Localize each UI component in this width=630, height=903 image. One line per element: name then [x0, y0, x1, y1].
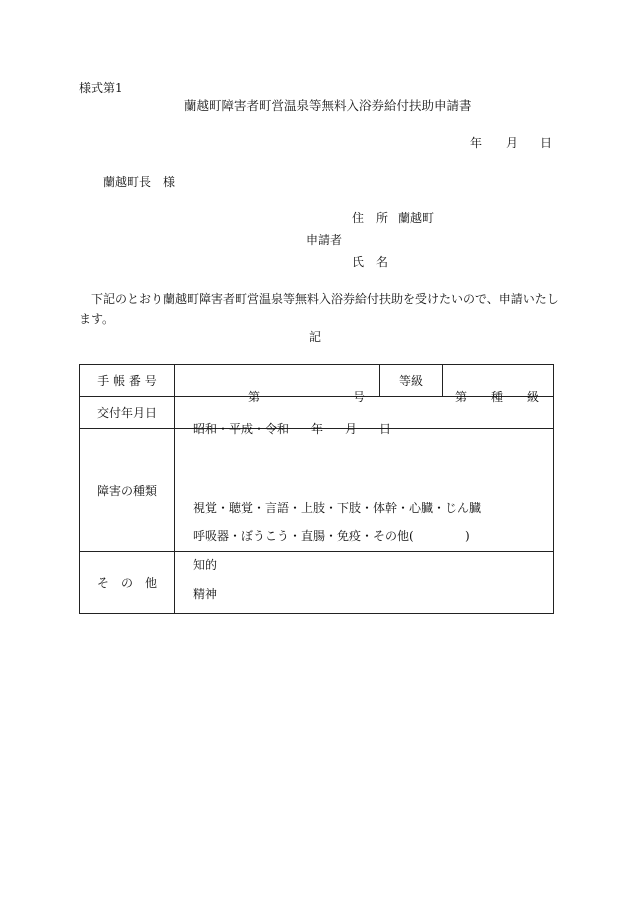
label-issue-date: 交付年月日: [80, 397, 175, 429]
grade-kyu: 級: [527, 389, 540, 404]
notebook-dai: 第: [248, 389, 261, 404]
issue-date-year: 年: [311, 421, 324, 436]
disability-type-field[interactable]: [175, 429, 554, 601]
address-value: 蘭越町: [398, 211, 435, 225]
grade-shu: 種: [491, 389, 504, 404]
notebook-go: 号: [353, 389, 366, 404]
issue-date-eras: 昭和・平成・令和: [193, 421, 290, 436]
intro-line-2: ます。: [79, 312, 115, 326]
disability-line-2: 呼吸器・ぼうこう・直腸・免疫・その他(: [193, 529, 414, 543]
grade-field[interactable]: [443, 365, 554, 404]
grade-dai: 第: [455, 389, 468, 404]
addressee: 蘭越町長 様: [103, 175, 176, 189]
label-notebook-number: 手 帳 番 号: [80, 365, 175, 397]
row-disability-type: [80, 429, 554, 552]
notebook-number-field[interactable]: [175, 365, 380, 404]
disability-line-2-close: ): [465, 529, 470, 543]
other-field[interactable]: [175, 552, 554, 614]
name-label: 氏 名: [352, 255, 389, 269]
issue-date-day: 日: [379, 421, 392, 436]
date-month-label: 月: [506, 136, 519, 150]
issue-date-field[interactable]: [175, 397, 554, 436]
date-day-label: 日: [540, 136, 553, 150]
label-other: そ の 他: [80, 552, 175, 614]
intro-line-1: 下記のとおり蘭越町障害者町営温泉等無料入浴券給付扶助を受けたいので、申請いたし: [91, 292, 559, 306]
issue-date-month: 月: [345, 421, 358, 436]
ki-heading: 記: [309, 330, 322, 344]
label-disability-type: 障害の種類: [80, 429, 175, 552]
applicant-label: 申請者: [306, 233, 343, 247]
grade-label: 等級: [380, 365, 443, 397]
row-issue-date: [80, 397, 554, 429]
row-notebook-number: [80, 365, 554, 397]
form-title: 蘭越町障害者町営温泉等無料入浴券給付扶助申請書: [184, 98, 472, 113]
disability-line-1: 視覚・聴覚・言語・上肢・下肢・体幹・心臓・じん臓: [193, 501, 482, 515]
date-year-label: 年: [470, 136, 483, 150]
address-label: 住 所: [352, 211, 389, 225]
row-other: [80, 552, 554, 614]
disability-line-3: 知的: [193, 558, 218, 572]
form-number: 様式第1: [79, 81, 123, 95]
application-table: [79, 364, 554, 614]
disability-line-4: 精神: [193, 587, 218, 601]
